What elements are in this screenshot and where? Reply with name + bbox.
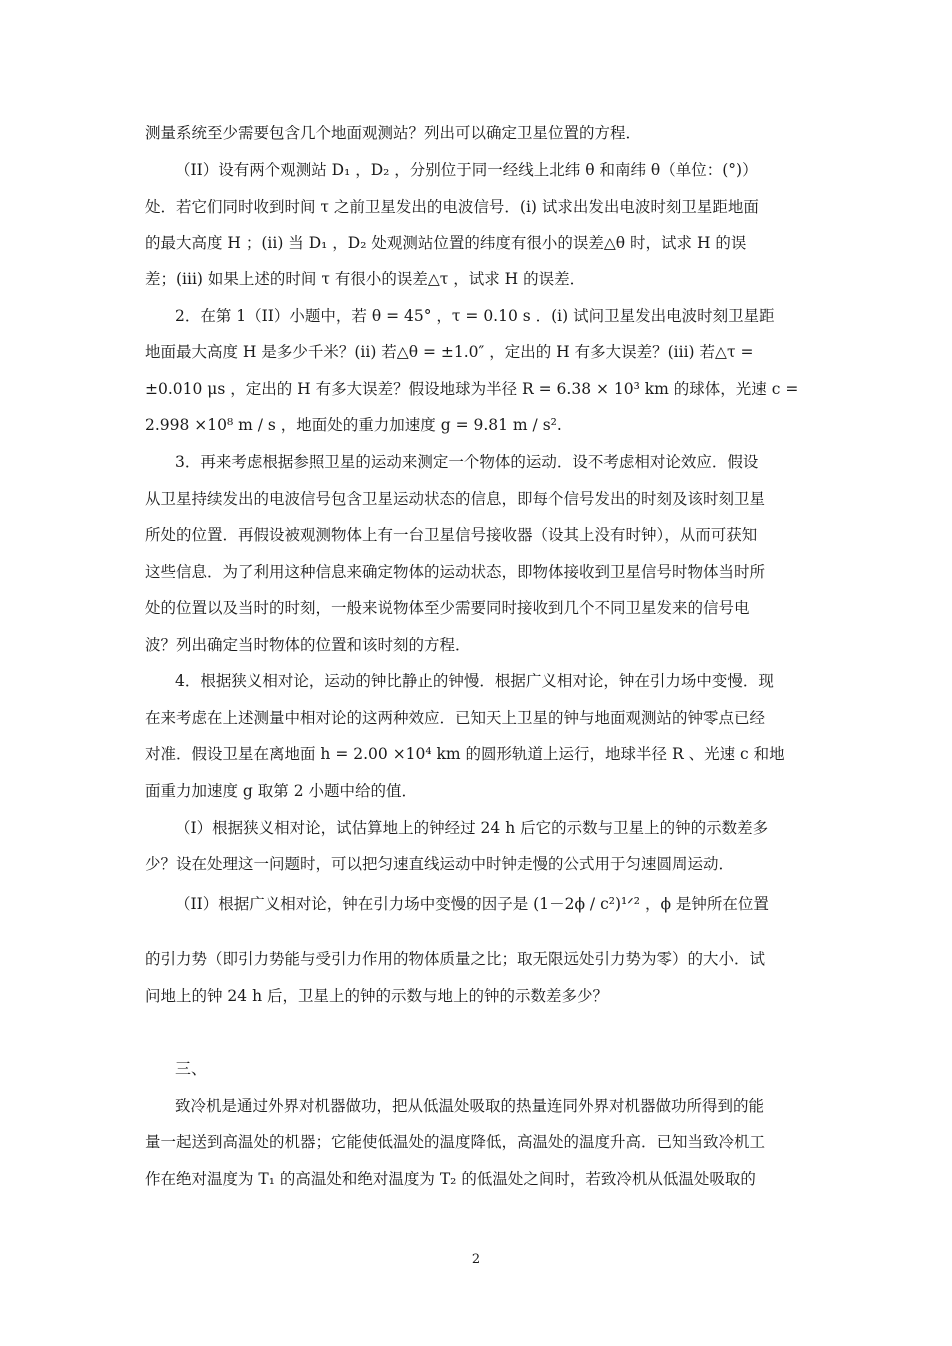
text-line: 少？设在处理这一问题时，可以把匀速直线运动中时钟走慢的公式用于匀速圆周运动． [145, 855, 735, 873]
text-line: 作在绝对温度为 T₁ 的高温处和绝对温度为 T₂ 的低温处之间时，若致冷机从低温处吸取的 [145, 1170, 756, 1188]
text-line: 问地上的钟 24 h 后，卫星上的钟的示数与地上的钟的示数差多少？ [145, 987, 608, 1005]
text-line: 致冷机是通过外界对机器做功，把从低温处吸取的热量连同外界对机器做功所得到的能 [175, 1097, 765, 1115]
section-heading: 三、 [175, 1059, 208, 1078]
text-line: 从卫星持续发出的电波信号包含卫星运动状态的信息，即每个信号发出的时刻及该时刻卫星 [145, 490, 766, 508]
text-line: 测量系统至少需要包含几个地面观测站？列出可以确定卫星位置的方程． [145, 124, 642, 142]
text-line: 地面最大高度 H 是多少千米？(ii) 若△θ = ±1.0″ ，定出的 H 有多大误差？(iii) 若△τ = [145, 343, 754, 361]
text-line: 的引力势（即引力势能与受引力作用的物体质量之比；取无限远处引力势为零）的大小．试 [145, 950, 766, 968]
text-line: 2.998 ×10⁸ m / s ，地面处的重力加速度 g = 9.81 m / s². [145, 416, 562, 434]
text-line: 在来考虑在上述测量中相对论的这两种效应．已知天上卫星的钟与地面观测站的钟零点已经 [145, 709, 766, 727]
page-number: 2 [471, 1252, 481, 1267]
text-line: 这些信息．为了利用这种信息来确定物体的运动状态，即物体接收到卫星信号时物体当时所 [145, 563, 766, 581]
text-line: 面重力加速度 g 取第 2 小题中给的值． [145, 782, 417, 800]
text-line: ±0.010 μs ，定出的 H 有多大误差？假设地球为半径 R = 6.38 × 10³ km 的球体，光速 c = [145, 380, 799, 398]
text-line: 波？列出确定当时物体的位置和该时刻的方程． [145, 636, 471, 654]
text-line: 差；(iii) 如果上述的时间 τ 有很小的误差△τ ，试求 H 的误差． [145, 270, 586, 288]
text-line: 量一起送到高温处的机器；它能使低温处的温度降低，高温处的温度升高．已知当致冷机工 [145, 1133, 766, 1151]
text-line: 2．在第 1（II）小题中，若 θ = 45° ，τ = 0.10 s ．(i) 试问卫星发出电波时刻卫星距 [175, 307, 775, 325]
text-line: 3．再来考虑根据参照卫星的运动来测定一个物体的运动．设不考虑相对论效应．假设 [175, 453, 759, 471]
text-line: 4．根据狭义相对论，运动的钟比静止的钟慢．根据广义相对论，钟在引力场中变慢．现 [175, 672, 774, 690]
text-line: （II）根据广义相对论，钟在引力场中变慢的因子是 (1－2ϕ / c²)¹ᐟ² ，ϕ 是钟所在位置 [175, 895, 769, 913]
text-line: 的最大高度 H ；(ii) 当 D₁ ，D₂ 处观测站位置的纬度有很小的误差△θ 时，试求 H 的误 [145, 234, 747, 252]
text-line: 所处的位置．再假设被观测物体上有一台卫星信号接收器（设其上没有时钟），从而可获知 [145, 526, 758, 544]
text-line: 处的位置以及当时的时刻，一般来说物体至少需要同时接收到几个不同卫星发来的信号电 [145, 599, 750, 617]
text-line: （I）根据狭义相对论，试估算地上的钟经过 24 h 后它的示数与卫星上的钟的示数差多 [175, 819, 769, 837]
text-line: （II）设有两个观测站 D₁ ，D₂ ，分别位于同一经线上北纬 θ 和南纬 θ（单位：(°)） [175, 161, 758, 179]
text-line: 处．若它们同时收到时间 τ 之前卫星发出的电波信号．(i) 试求出发出电波时刻卫星距地面 [145, 198, 759, 216]
text-line: 对准．假设卫星在离地面 h = 2.00 ×10⁴ km 的圆形轨道上运行，地球半径 R 、光速 c 和地 [145, 745, 785, 763]
